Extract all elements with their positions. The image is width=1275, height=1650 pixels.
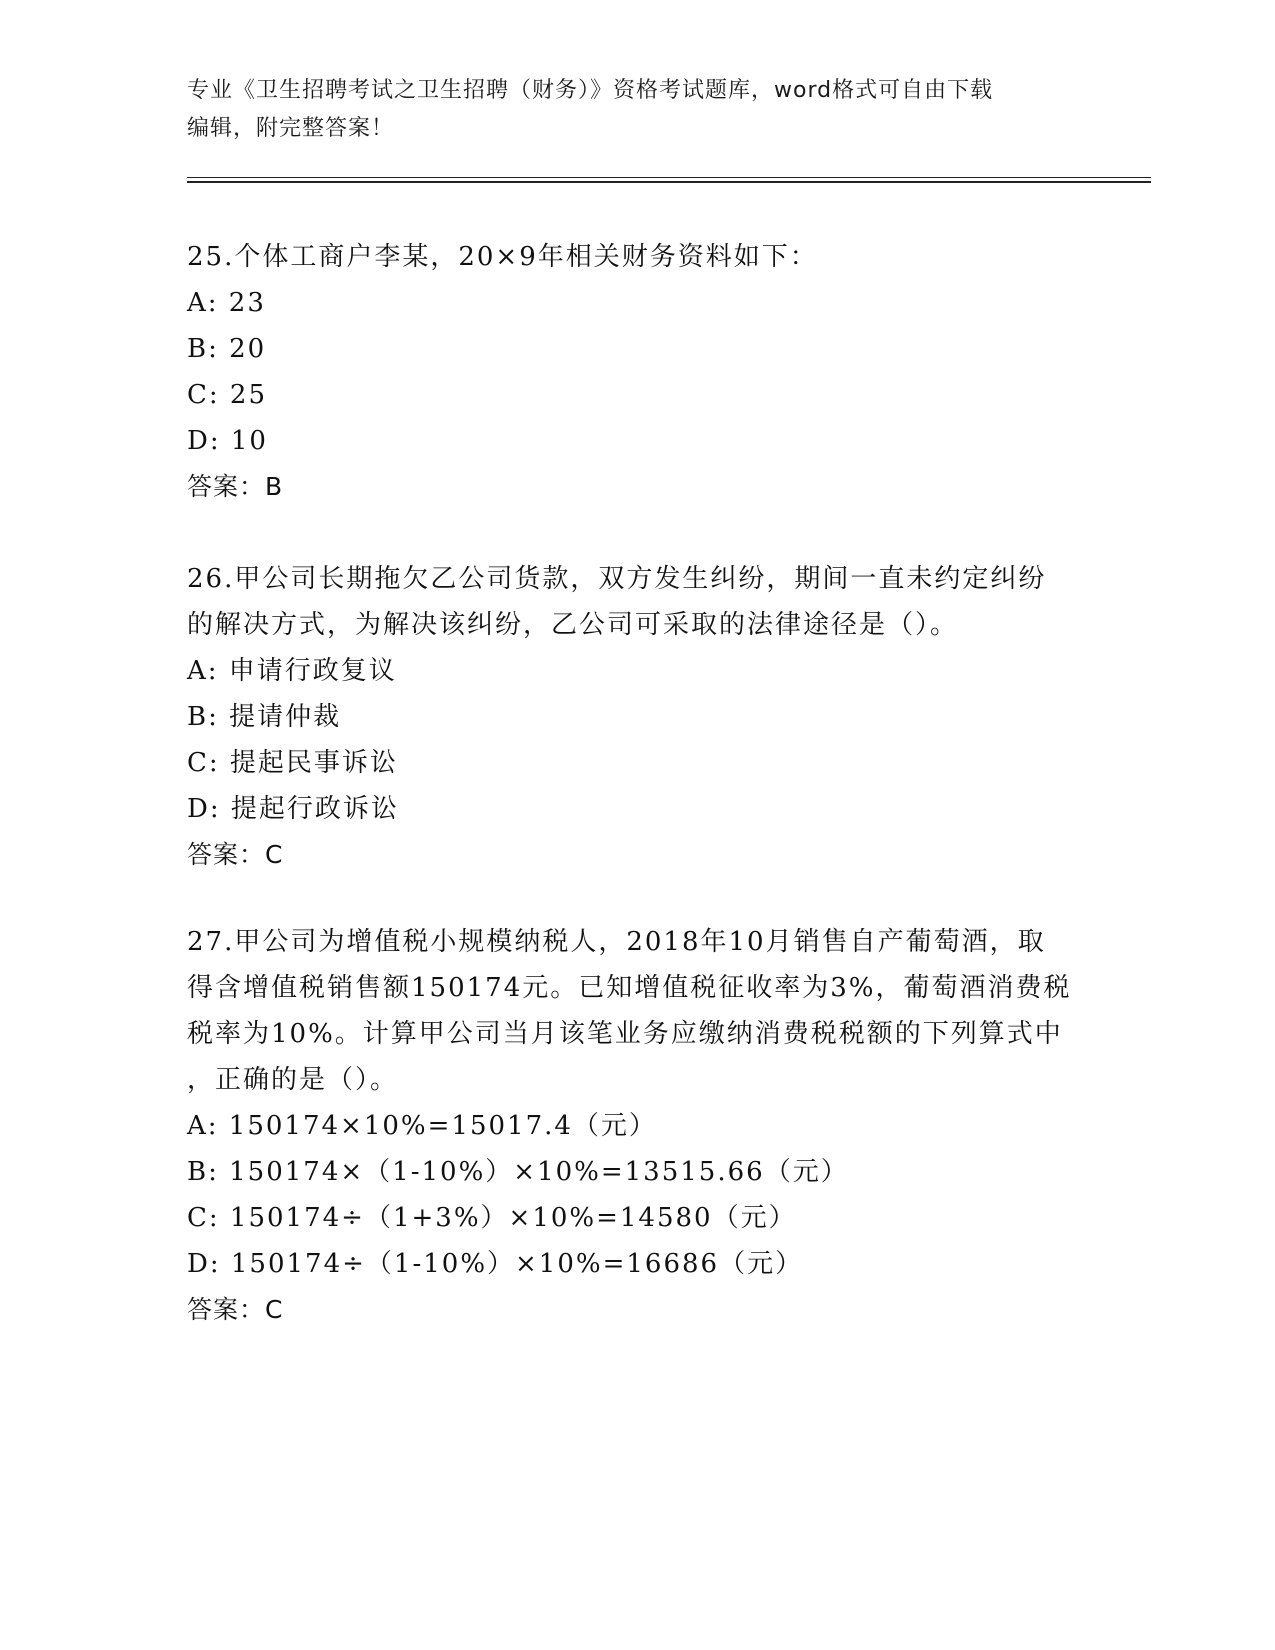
question-stem: 26.甲公司长期拖欠乙公司货款，双方发生纠纷，期间一直未约定纠纷 <box>187 564 1047 594</box>
option-a: A: 23 <box>187 288 266 318</box>
question-stem: 税率为10%。计算甲公司当月该笔业务应缴纳消费税税额的下列算式中 <box>187 1019 1063 1049</box>
option-b: B: 提请仲裁 <box>187 702 342 732</box>
header-line-1: 专业《卫生招聘考试之卫生招聘（财务）》资格考试题库，word格式可自由下载 <box>187 78 994 103</box>
option-b: B: 20 <box>187 334 267 364</box>
header-divider-thin <box>187 177 1151 178</box>
question-25 <box>187 234 1087 510</box>
question-26 <box>187 556 1087 878</box>
question-stem: 得含增值税销售额150174元。已知增值税征收率为3%，葡萄酒消费税 <box>187 973 1072 1003</box>
header-line-2: 编辑，附完整答案！ <box>187 116 395 141</box>
header-divider-thick <box>187 181 1151 183</box>
question-stem: 的解决方式，为解决该纠纷，乙公司可采取的法律途径是（）。 <box>187 610 959 640</box>
question-stem: 25.个体工商户李某，20×9年相关财务资料如下： <box>187 242 818 272</box>
option-c: C: 25 <box>187 380 268 410</box>
option-c: C: 150174÷（1+3%）×10%=14580（元） <box>187 1203 797 1233</box>
option-a: A: 150174×10%=15017.4（元） <box>187 1111 657 1141</box>
question-stem: 27.甲公司为增值税小规模纳税人，2018年10月销售自产葡萄酒，取 <box>187 927 1046 957</box>
answer-label: 答案：C <box>187 840 284 869</box>
answer-label: 答案：C <box>187 1295 284 1324</box>
option-a: A: 申请行政复议 <box>187 656 397 686</box>
option-c: C: 提起民事诉讼 <box>187 748 398 778</box>
answer-label: 答案：B <box>187 472 284 501</box>
document-header <box>187 72 1087 148</box>
option-d: D: 150174÷（1-10%）×10%=16686（元） <box>187 1249 804 1279</box>
option-d: D: 提起行政诉讼 <box>187 794 399 824</box>
option-d: D: 10 <box>187 426 268 456</box>
option-b: B: 150174×（1-10%）×10%=13515.66（元） <box>187 1157 849 1187</box>
question-27 <box>187 919 1087 1333</box>
question-stem: ，正确的是（）。 <box>187 1065 399 1095</box>
